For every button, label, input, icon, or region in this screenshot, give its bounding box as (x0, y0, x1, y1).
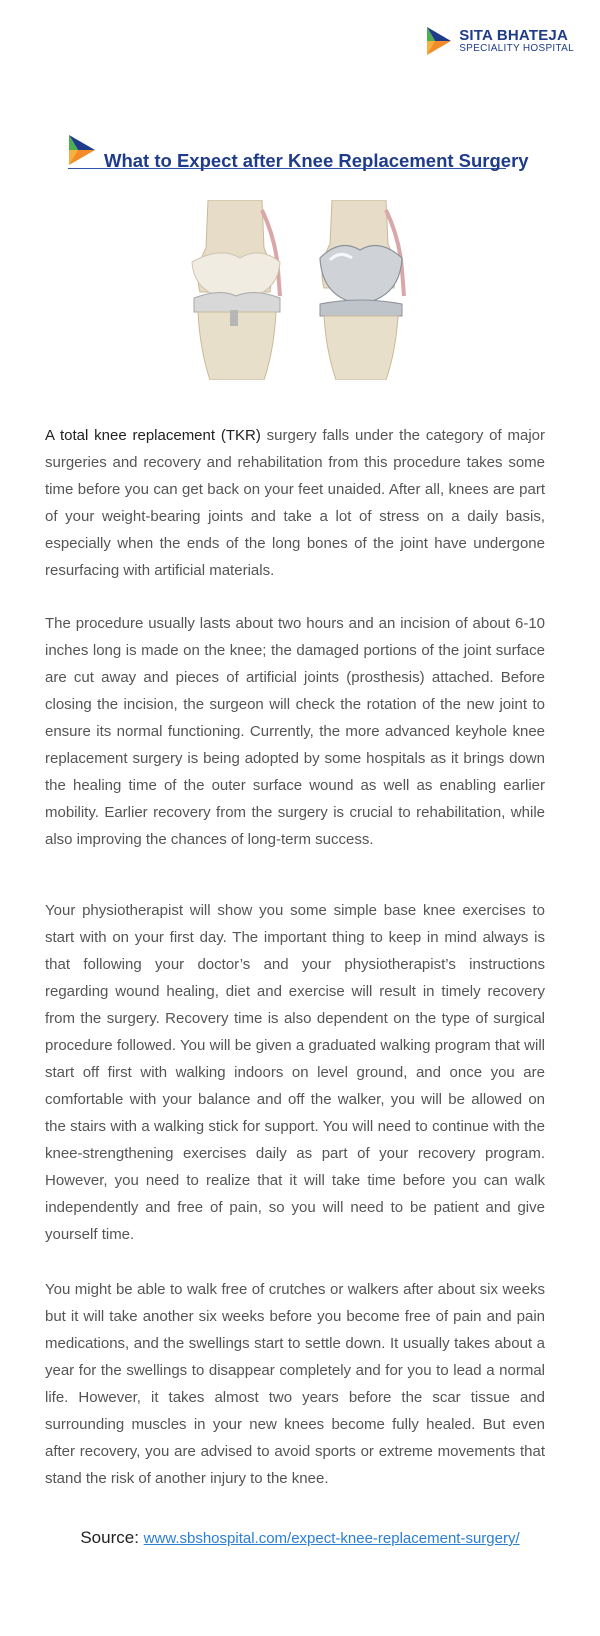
source-label: Source: (80, 1528, 139, 1547)
source-link[interactable]: www.sbshospital.com/expect-knee-replacement-surgery/ (143, 1530, 520, 1547)
article-paragraph-2 (45, 610, 545, 853)
natural-knee-illustration (192, 200, 280, 380)
logo-arrow-icon (425, 26, 453, 56)
title-arrow-icon (68, 134, 96, 171)
logo-name: SITA BHATEJA (459, 27, 568, 44)
source-line (0, 1528, 600, 1548)
prosthetic-knee-illustration (320, 200, 404, 380)
article-paragraph-1 (45, 422, 545, 584)
paragraph-lead-text: A total knee replacement (TKR) (45, 427, 261, 444)
paragraph-text: surgery falls under the category of major surgeries and recovery and rehabilitation from this procedure takes some time before you can get back on your feet unaided. After all, knees are part of your weight-bearing joints and take a lot of stress on a daily basis, especially when the ends of the long bones of the joint have undergone resurfacing with artificial materials. (45, 427, 545, 579)
article-paragraph-4 (45, 1276, 545, 1492)
logo-subtitle: SPECIALITY HOSPITAL (459, 43, 574, 54)
page-title: What to Expect after Knee Replacement Surgery (104, 150, 529, 172)
knee-replacement-image (180, 200, 430, 380)
paragraph-text: The procedure usually lasts about two hours and an incision of about 6-10 inches long is made on the knee; the damaged portions of the joint surface are cut away and pieces of artificial joints (prosthesis) attached. Before closing the incision, the surgeon will check the rotation of the new joint to ensure its normal functioning. Currently, the more advanced keyhole knee replacement surgery is being adopted by some hospitals as it brings down the healing time of the outer surface wound as well as enabling earlier mobility. Earlier recovery from the surgery is crucial to rehabilitation, while also improving the chances of long-term success. (45, 615, 545, 848)
hospital-logo (425, 26, 574, 56)
paragraph-text: You might be able to walk free of crutches or walkers after about six weeks but it will take another six weeks before you become free of pain and pain medications, and the swellings start to settle down. It usually takes about a year for the swellings to disappear completely and for you to lead a normal life. However, it takes almost two years before the scar tissue and surrounding muscles in your new knees become fully healed. But even after recovery, you are advised to avoid sports or extreme movements that stand the risk of another injury to the knee. (45, 1281, 545, 1487)
article-paragraph-3 (45, 897, 545, 1248)
paragraph-text: Your physiotherapist will show you some simple base knee exercises to start with on your first day. The important thing to keep in mind always is that following your doctor’s and your physiotherapist’s instructions regarding wound healing, diet and exercise will result in timely recovery from the surgery. Recovery time is also dependent on the type of surgical procedure followed. You will be given a graduated walking program that will start off first with walking indoors on level ground, and once you are comfortable with your balance and off the walker, you will be allowed on the stairs with a walking stick for support. You will need to continue with the knee-strengthening exercises daily as part of your recovery program. However, you need to realize that it will take time before you can walk independently and free of pain, so you will need to be patient and give yourself time. (45, 902, 545, 1243)
article-title-bar (68, 132, 529, 172)
